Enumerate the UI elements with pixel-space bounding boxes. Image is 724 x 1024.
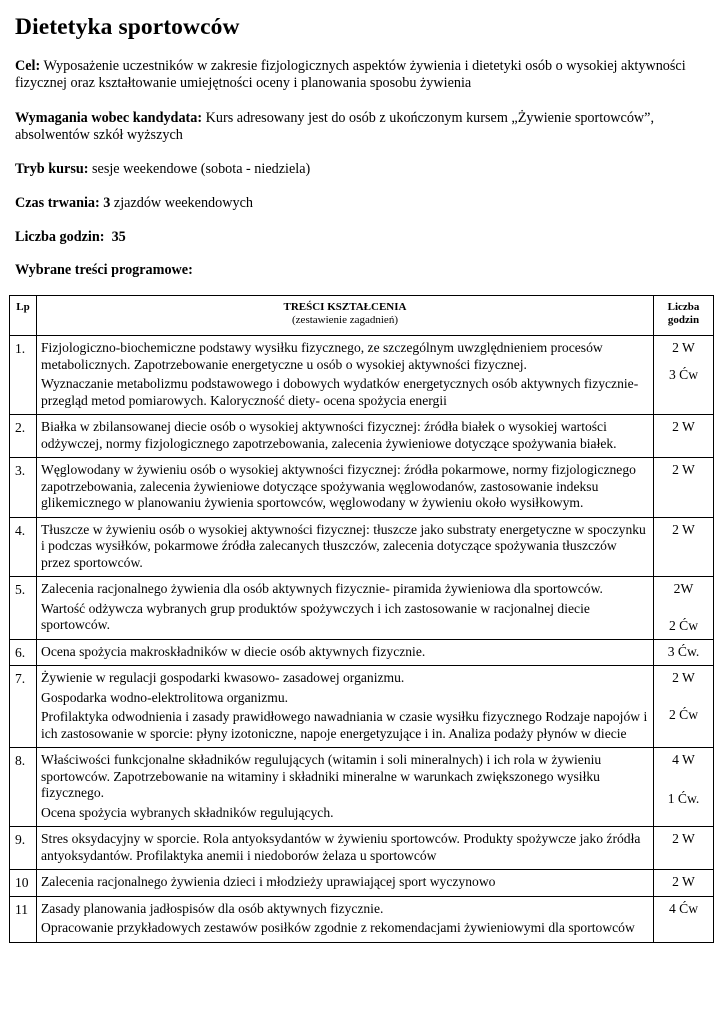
mode-label: Tryb kursu: <box>15 161 89 177</box>
row-hours <box>654 639 714 666</box>
row-content-paragraph: Stres oksydacyjny w sporcie. Rola antyoksydantów w żywieniu sportowców. Produkty spożywcze jako źródła antyoksydantów. Profilaktyka anemii i niedoborów żelaza u sportowców <box>41 831 641 863</box>
row-hours-value: 3 Ćw <box>668 366 699 382</box>
table-row <box>10 517 714 577</box>
row-content-paragraph: Właściwości funkcjonalne składników regulujących (witamin i soli mineralnych) i ich rola w żywieniu sportowców. Zapotrzebowanie na witaminy i składniki mineralne w warunkach zwiększonego wysiłku fizycznego. <box>41 752 602 800</box>
row-content-paragraph: Fizjologiczno-biochemiczne podstawy wysiłku fizycznego, ze szczególnym uwzględnieniem procesów metabolicznych. Zapotrzebowanie energetyczne u osób o wysokiej aktywności fizycznej. <box>41 340 603 372</box>
row-number: 8. <box>10 748 37 827</box>
table-row <box>10 666 714 748</box>
page-title: Dietetyka sportowców <box>15 14 240 40</box>
table-row <box>10 577 714 640</box>
header-lp: Lp <box>10 296 37 336</box>
duration-value: 3 <box>103 195 111 211</box>
duration-label: Czas trwania: <box>15 195 100 211</box>
requirements-label: Wymagania wobec kandydata: <box>15 110 203 126</box>
row-hours <box>654 577 714 640</box>
row-content-paragraph: Gospodarka wodno-elektrolitowa organizmu. <box>41 689 289 705</box>
row-number: 9. <box>10 827 37 870</box>
row-content-paragraph: Zasady planowania jadłospisów dla osób aktywnych fizycznie. <box>41 900 384 916</box>
requirements-paragraph <box>15 110 705 144</box>
row-content-paragraph: Ocena spożycia makroskładników w diecie osób aktywnych fizycznie. <box>41 643 426 659</box>
row-content-paragraph: Zalecenia racjonalnego żywienia dla osób aktywnych fizycznie- piramida żywieniowa dla sportowców. <box>41 581 603 596</box>
hours-value: 35 <box>111 229 126 245</box>
table-row <box>10 639 714 666</box>
duration-paragraph <box>15 195 705 212</box>
row-hours <box>654 458 714 518</box>
header-content-title: TREŚCI KSZTAŁCENIA <box>283 301 407 313</box>
row-hours-value: 2 Ćw <box>668 617 699 633</box>
row-number: 5. <box>10 577 37 640</box>
row-hours-value: 2 W <box>672 874 695 889</box>
program-table <box>9 295 714 943</box>
row-hours <box>654 517 714 577</box>
row-content-paragraph: Tłuszcze w żywieniu osób o wysokiej aktywności fizycznej: tłuszcze jako substraty energetyczne w spoczynku i podczas wysiłków, pokarmowe źródła zalecanych tłuszczów, zalecenia dotyczące spożywania tłuszczów przez sportowców. <box>41 521 646 570</box>
row-content <box>37 336 654 415</box>
table-row <box>10 896 714 942</box>
row-hours <box>654 896 714 942</box>
row-hours <box>654 870 714 897</box>
table-header-row <box>10 296 714 336</box>
row-content-paragraph: Zalecenia racjonalnego żywienia dzieci i młodzieży uprawiającej sport wyczynowo <box>41 874 496 889</box>
row-number: 2. <box>10 415 37 458</box>
row-hours-value: 4 W <box>672 752 695 767</box>
row-hours <box>654 415 714 458</box>
row-content <box>37 517 654 577</box>
row-hours <box>654 336 714 415</box>
row-hours-value: 2 W <box>672 521 695 537</box>
row-content-paragraph: Wartość odżywcza wybranych grup produktów spożywczych i ich zastosowanie w racjonalnej diecie sportowców. <box>41 600 590 632</box>
row-content <box>37 748 654 827</box>
row-hours-value: 2W <box>673 581 694 596</box>
row-content <box>37 458 654 518</box>
row-hours-value: 2 Ćw <box>668 706 699 722</box>
header-hours <box>654 296 714 336</box>
table-row <box>10 870 714 897</box>
table-body <box>10 336 714 943</box>
row-number: 6. <box>10 639 37 666</box>
table-row <box>10 827 714 870</box>
requirements-text: Kurs adresowany jest do osób z ukończonym kursem „Żywienie sportowców”, absolwentów szkół wyższych <box>15 110 655 143</box>
row-hours-value: 3 Ćw. <box>667 643 700 659</box>
row-hours <box>654 748 714 827</box>
goal-text: Wyposażenie uczestników w zakresie fizjologicznych aspektów żywienia i dietetyki osób o wysokiej aktywności fizycznej oraz kształtowanie umiejętności oceny i planowania sposobu żywienia <box>15 58 686 91</box>
row-hours <box>654 827 714 870</box>
row-content <box>37 415 654 458</box>
row-hours-value: 1 Ćw. <box>667 790 700 806</box>
row-content-paragraph: Białka w zbilansowanej diecie osób o wysokiej aktywności fizycznej: źródła białek o wysokiej wartości odżywczej, normy fizjologicznego zapotrzebowania, zalecenia żywieniowe dotyczące spożywania białek. <box>41 419 617 451</box>
table-row <box>10 458 714 518</box>
program-heading: Wybrane treści programowe: <box>15 262 193 278</box>
row-content-paragraph: Profilaktyka odwodnienia i zasady prawidłowego nawadniania w czasie wysiłku fizycznego Rodzaje napojów i ich zastosowanie w sporcie: płyny izotoniczne, napoje energetyzujące i in. Analiza podaży płynów w diecie <box>41 709 648 741</box>
header-hours-subtitle: godzin <box>667 314 700 326</box>
row-number: 11 <box>10 896 37 942</box>
header-content-subtitle: (zestawienie zagadnień) <box>292 314 398 326</box>
row-content <box>37 666 654 748</box>
row-content <box>37 639 654 666</box>
mode-text: sesje weekendowe (sobota - niedziela) <box>92 161 311 177</box>
goal-label: Cel: <box>15 58 41 74</box>
row-number: 10 <box>10 870 37 897</box>
row-content-paragraph: Wyznaczanie metabolizmu podstawowego i dobowych wydatków energetycznych osób aktywnych fizycznie- przegląd metod pomiarowych. Kaloryczność diety- ocena spożycia energii <box>41 376 639 408</box>
row-hours-value: 2 W <box>672 831 695 846</box>
row-hours-value: 2 W <box>672 419 695 434</box>
row-content <box>37 577 654 640</box>
table-row <box>10 336 714 415</box>
row-content <box>37 896 654 942</box>
row-content <box>37 827 654 870</box>
duration-text: zjazdów weekendowych <box>113 195 253 211</box>
row-hours-value: 2 W <box>672 670 695 685</box>
program-heading-paragraph <box>15 262 705 279</box>
row-content-paragraph: Żywienie w regulacji gospodarki kwasowo- zasadowej organizmu. <box>41 670 405 685</box>
row-content-paragraph: Ocena spożycia wybranych składników regulujących. <box>41 804 334 820</box>
row-number: 7. <box>10 666 37 748</box>
mode-paragraph <box>15 161 705 178</box>
hours-paragraph <box>15 229 705 246</box>
header-content <box>37 296 654 336</box>
table-row <box>10 748 714 827</box>
row-content-paragraph: Węglowodany w żywieniu osób o wysokiej aktywności fizycznej: źródła pokarmowe, normy fizjologicznego zapotrzebowania, zalecenia żywieniowe dotyczące spożywania węglowodanów, zastosowanie indeksu glikemicznego w planowaniu żywienia sportowców, węglowodany w żywieniu około wysiłkowym. <box>41 462 636 510</box>
row-number: 4. <box>10 517 37 577</box>
row-content-paragraph: Opracowanie przykładowych zestawów posiłków zgodnie z rekomendacjami żywieniowymi dla sportowców <box>41 920 635 935</box>
row-content <box>37 870 654 897</box>
row-hours-value: 2 W <box>672 340 695 355</box>
header-hours-title: Liczba <box>667 301 700 313</box>
row-number: 1. <box>10 336 37 415</box>
row-hours-value: 2 W <box>672 462 695 477</box>
hours-label: Liczba godzin: <box>15 229 105 245</box>
row-hours-value: 4 Ćw <box>668 900 699 916</box>
row-number: 3. <box>10 458 37 518</box>
table-row <box>10 415 714 458</box>
row-hours <box>654 666 714 748</box>
goal-paragraph <box>15 58 705 92</box>
